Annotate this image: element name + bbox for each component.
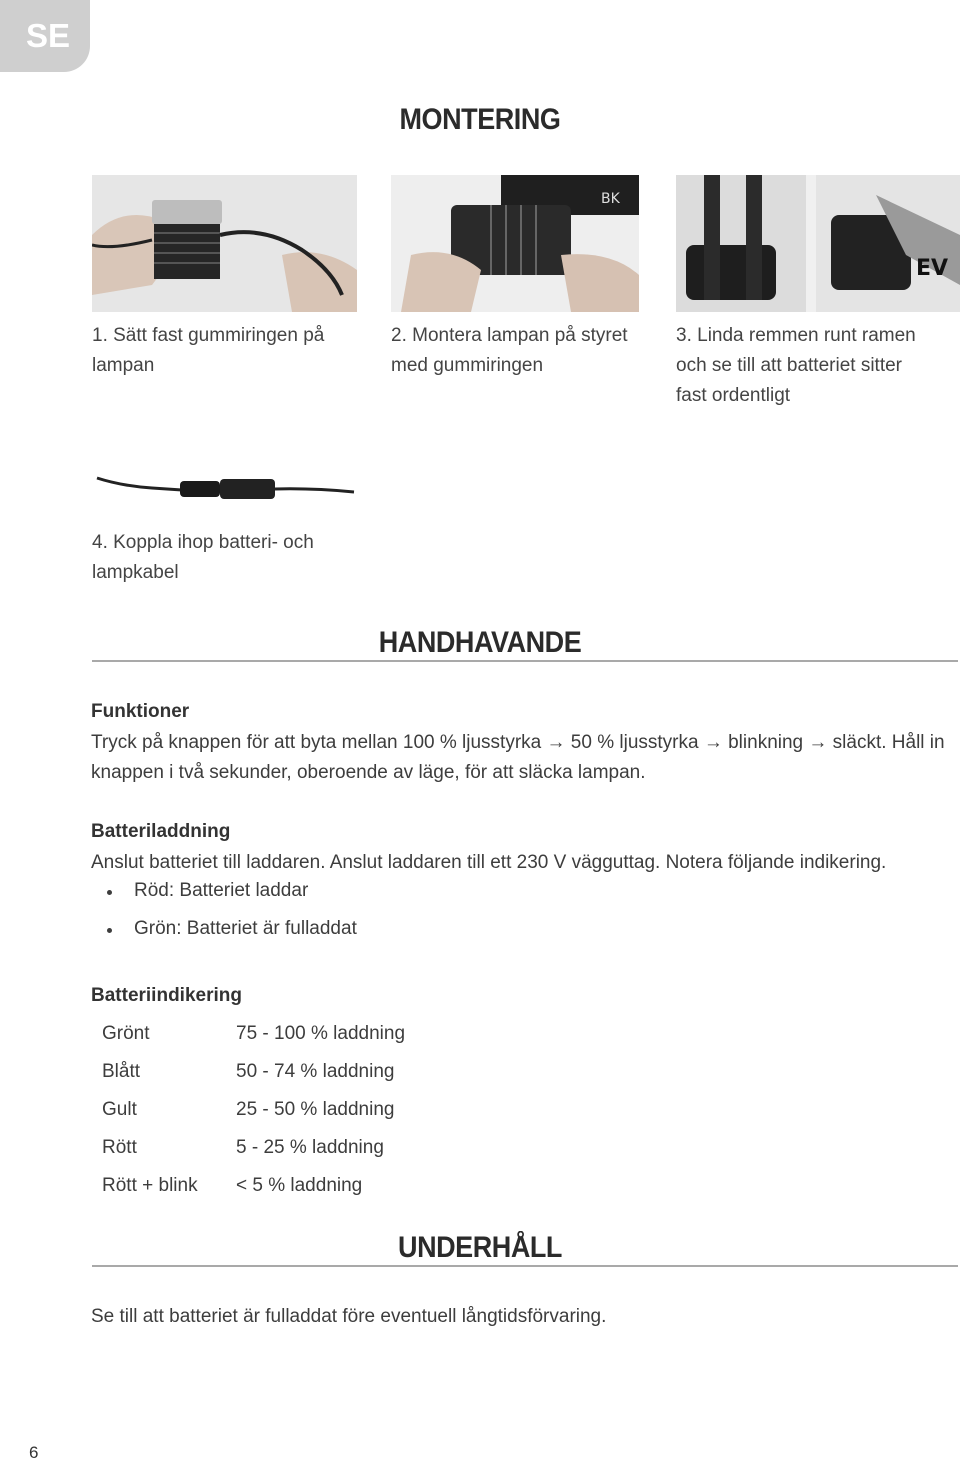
lamp-handlebar-photo: [391, 175, 639, 312]
table-row: Blått 50 - 74 % laddning: [102, 1061, 395, 1082]
svg-text:BK: BK: [601, 191, 620, 207]
funktioner-line-2: knappen i två sekunder, oberoende av läge, för att släcka lampan.: [91, 762, 646, 783]
language-label: SE: [26, 17, 71, 54]
section-divider: [92, 1265, 958, 1267]
step-1-caption: 1. Sätt fast gummiringen på lampan: [92, 325, 325, 376]
svg-text:EV: EV: [916, 256, 949, 281]
table-row: Grönt 75 - 100 % laddning: [102, 1023, 406, 1044]
bullet-icon: [107, 890, 112, 895]
table-row: Rött + blink < 5 % laddning: [102, 1175, 363, 1196]
underhall-text: Se till att batteriet är fulladdat före eventuell långtidsförvaring.: [91, 1306, 607, 1327]
table-row: Rött 5 - 25 % laddning: [102, 1137, 384, 1158]
step-4-caption: 4. Koppla ihop batteri- och lampkabel: [92, 532, 314, 583]
lamp-rubber-ring-photo: [92, 175, 357, 312]
cable-connector-photo: [92, 470, 357, 506]
batteriindikering-heading: Batteriindikering: [91, 985, 242, 1006]
page-number: 6: [29, 1443, 39, 1462]
batteriladdning-text: Anslut batteriet till laddaren. Anslut laddaren till ett 230 V vägguttag. Notera följande indikering.: [91, 852, 887, 873]
section-divider: [92, 660, 958, 662]
language-tab: [0, 0, 90, 72]
section-title-underhall: UNDERHÅLL: [398, 1231, 562, 1264]
funktioner-heading: Funktioner: [91, 701, 190, 722]
table-row: Gult 25 - 50 % laddning: [102, 1099, 395, 1120]
step-2-caption: 2. Montera lampan på styret med gummiringen: [391, 325, 628, 376]
funktioner-line-1: Tryck på knappen för att byta mellan 100 % ljusstyrka → 50 % ljusstyrka → blinkning → släckt. Håll in: [91, 732, 945, 753]
step-3-caption: 3. Linda remmen runt ramen och se till att batteriet sitter fast ordentligt: [676, 325, 916, 406]
battery-strap-photo: [676, 175, 960, 312]
batteriladdning-heading: Batteriladdning: [91, 821, 231, 842]
bullet-icon: [107, 928, 112, 933]
section-title-montering: MONTERING: [399, 103, 561, 136]
section-title-handhavande: HANDHAVANDE: [378, 626, 582, 659]
